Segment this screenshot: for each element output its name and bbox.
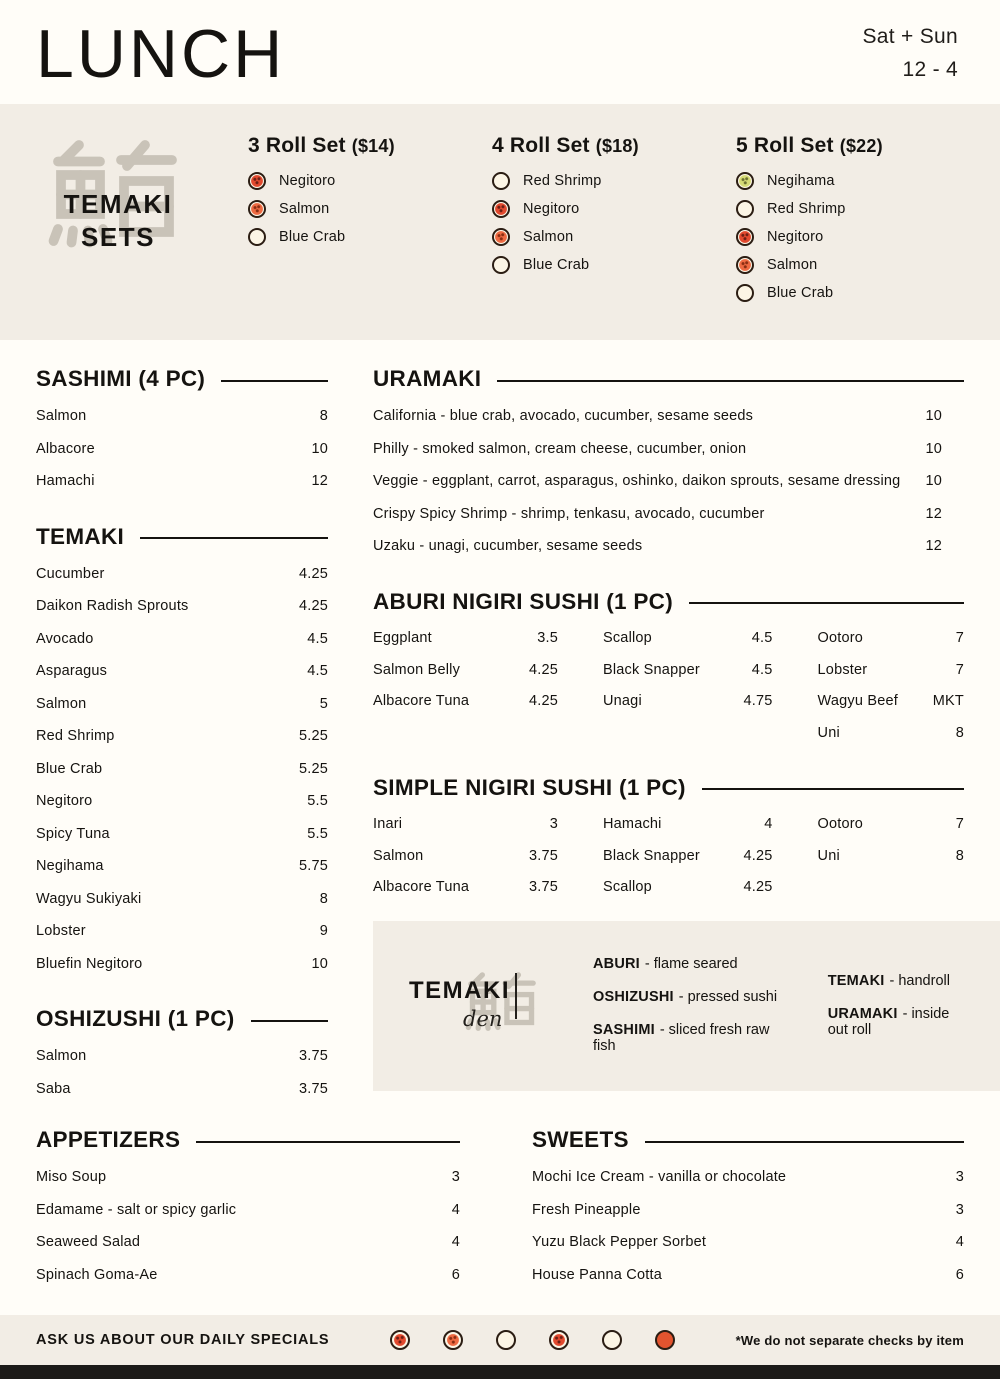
menu-item-price: 4.75 <box>743 693 773 709</box>
menu-item-price: 10 <box>311 955 328 972</box>
menu-item-price: 4 <box>955 1234 964 1250</box>
roll-set-5-title <box>736 134 960 158</box>
menu-item <box>373 530 964 563</box>
menu-item-name: Uni <box>817 724 840 741</box>
menu-item <box>373 654 558 686</box>
menu-item <box>36 818 328 851</box>
section-title-text: SASHIMI (4 PC) <box>36 366 206 391</box>
roll-set-4-price: ($18) <box>595 136 639 156</box>
glossary-entry <box>593 989 796 1005</box>
menu-item <box>36 785 328 818</box>
menu-item-name: Uni <box>817 847 840 864</box>
menu-item-price: 3.75 <box>298 1080 328 1097</box>
menu-item-name: Salmon <box>36 1048 87 1064</box>
menu-item-name: Fresh Pineapple <box>532 1201 641 1218</box>
roll-set-4-title <box>492 134 716 158</box>
section-appetizers <box>36 1105 460 1291</box>
roll-option <box>736 200 960 218</box>
sushi-roll-icon <box>736 256 754 274</box>
menu-item-price: 4.25 <box>528 693 558 709</box>
menu-item <box>373 623 558 655</box>
menu-item-price: MKT <box>932 693 964 709</box>
roll-set-5-name: 5 Roll Set <box>736 134 834 157</box>
header <box>0 0 1000 104</box>
aburi-grid <box>373 623 964 749</box>
service-time: 12 - 4 <box>902 58 958 81</box>
menu-item <box>36 688 328 721</box>
menu-item-name: Salmon <box>36 408 87 424</box>
sushi-roll-icon <box>492 228 510 246</box>
menu-item-price: 9 <box>319 923 328 939</box>
temaki-sets-band <box>0 104 1000 340</box>
temaki-sets-label <box>58 188 178 253</box>
glossary-col-2 <box>828 973 966 1038</box>
menu-item <box>36 623 328 656</box>
menu-item-name: Scallop <box>602 879 652 895</box>
menu-item-name: Bluefin Negitoro <box>36 955 143 972</box>
menu-item <box>818 686 964 718</box>
menu-item <box>36 1194 460 1227</box>
sushi-roll-icon <box>248 200 266 218</box>
menu-item-price: 4.25 <box>528 661 558 678</box>
simple-nigiri-grid <box>373 809 964 904</box>
brand-name-top: TEMAKI <box>409 977 510 1004</box>
menu-item-price: 5.5 <box>307 793 328 809</box>
menu-item <box>36 883 328 916</box>
sushi-roll-icon <box>736 284 754 302</box>
oshizushi-list <box>36 1040 328 1105</box>
glossary-term: TEMAKI <box>827 972 885 989</box>
menu-item <box>36 433 328 466</box>
sushi-roll-icon <box>443 1330 463 1350</box>
section-sashimi <box>36 366 328 498</box>
heading-rule <box>645 1141 964 1143</box>
glossary-term: SASHIMI <box>593 1022 655 1038</box>
menu-item-price: 4.5 <box>307 663 328 679</box>
roll-option-label: Negitoro <box>523 201 580 217</box>
roll-option <box>736 284 960 302</box>
section-oshizushi <box>36 1006 328 1105</box>
menu-item <box>818 717 964 749</box>
menu-item-price: 12 <box>311 473 328 489</box>
menu-item-name: Veggie - eggplant, carrot, asparagus, oshinko, daikon sprouts, sesame dressing <box>373 473 901 489</box>
menu-item-price: 10 <box>925 408 942 424</box>
roll-set-3-price: ($14) <box>351 136 395 156</box>
roll-option-label: Red Shrimp <box>523 173 602 189</box>
menu-item-name: Albacore <box>36 440 95 457</box>
menu-item-name: Spinach Goma-Ae <box>36 1266 158 1283</box>
menu-item <box>373 872 558 904</box>
roll-option <box>248 172 472 190</box>
menu-item-price: 5.25 <box>298 760 328 777</box>
menu-item <box>603 872 773 904</box>
sushi-roll-icon <box>736 200 754 218</box>
menu-item-name: Lobster <box>817 661 868 678</box>
roll-option-label: Negitoro <box>279 173 336 189</box>
menu-item <box>818 623 964 655</box>
glossary-definition: - inside out roll <box>827 1005 950 1038</box>
temaki-sets-label-line1: TEMAKI <box>63 189 173 219</box>
menu-item-price: 7 <box>955 816 964 832</box>
sushi-roll-icon <box>496 1330 516 1350</box>
roll-option <box>492 228 716 246</box>
menu-item-name: Albacore Tuna <box>373 879 470 895</box>
right-column <box>373 352 964 1105</box>
heading-rule <box>702 788 964 790</box>
menu-item <box>36 915 328 948</box>
section-title-aburi <box>373 589 964 615</box>
brand-divider <box>515 973 517 1019</box>
roll-option-label: Blue Crab <box>523 257 590 273</box>
roll-set-4-name: 4 Roll Set <box>492 134 590 157</box>
menu-item-price: 12 <box>925 538 942 554</box>
menu-item <box>36 465 328 498</box>
menu-item <box>373 840 558 872</box>
menu-item-name: Avocado <box>36 630 94 647</box>
aburi-col-3 <box>818 623 964 749</box>
menu-item-name: California - blue crab, avocado, cucumber, sesame seeds <box>373 408 754 424</box>
menu-item-name: Salmon <box>36 695 87 712</box>
menu-item-name: Ootoro <box>817 816 864 832</box>
section-title-text: URAMAKI <box>373 366 482 391</box>
menu-item-name: Spicy Tuna <box>36 825 110 842</box>
section-aburi-nigiri <box>373 589 964 749</box>
menu-item <box>603 809 773 841</box>
menu-item-price: 4.25 <box>743 879 773 895</box>
menu-item-name: Asparagus <box>36 663 108 679</box>
menu-item-name: House Panna Cotta <box>532 1266 662 1283</box>
service-days: Sat + Sun <box>862 25 958 49</box>
menu-item <box>532 1194 964 1227</box>
menu-item-price: 4 <box>451 1201 460 1218</box>
aburi-col-2 <box>603 623 773 718</box>
section-title-simple-nigiri <box>373 775 964 801</box>
menu-item-price: 4.5 <box>751 661 773 678</box>
section-title-text: TEMAKI <box>36 523 125 549</box>
roll-option <box>248 200 472 218</box>
roll-option <box>248 228 472 246</box>
section-title-text: SIMPLE NIGIRI SUSHI (1 PC) <box>373 774 686 800</box>
bottom-strip <box>0 1365 1000 1379</box>
menu-item-name: Ootoro <box>817 630 864 646</box>
roll-option <box>492 256 716 274</box>
menu-item-price: 8 <box>955 847 964 864</box>
menu-item <box>36 655 328 688</box>
menu-item <box>373 498 964 531</box>
menu-item-price: 4.25 <box>298 598 328 614</box>
menu-item <box>36 720 328 753</box>
glossary-term: ABURI <box>593 956 640 972</box>
roll-option-label: Salmon <box>279 201 330 217</box>
roll-option-label: Red Shrimp <box>767 201 846 217</box>
menu-item-price: 4.25 <box>298 565 328 582</box>
heading-rule <box>196 1141 460 1143</box>
menu-item <box>36 948 328 981</box>
menu-item-price: 7 <box>955 630 964 646</box>
menu-item-name: Wagyu Beef <box>817 693 898 709</box>
service-hours <box>862 21 958 86</box>
brand-logo <box>409 951 561 1059</box>
menu-item <box>36 1073 328 1106</box>
roll-option-label: Salmon <box>523 229 574 245</box>
menu-item-name: Hamachi <box>602 816 662 832</box>
menu-item-name: Salmon <box>373 847 424 864</box>
aburi-col-1 <box>373 623 558 718</box>
temaki-sets-label-line2: SETS <box>81 221 155 252</box>
menu-item <box>36 753 328 786</box>
menu-item-price: 5.75 <box>298 858 328 874</box>
menu-item <box>532 1259 964 1292</box>
footer-roll-icons <box>390 1330 675 1350</box>
section-title-sweets <box>532 1127 964 1153</box>
menu-item-name: Seaweed Salad <box>36 1234 141 1250</box>
menu-item <box>36 1259 460 1292</box>
sushi-roll-icon <box>602 1330 622 1350</box>
section-title-uramaki <box>373 366 964 392</box>
sushi-roll-icon <box>736 228 754 246</box>
glossary-box <box>373 921 1000 1091</box>
menu-item-name: Black Snapper <box>602 661 700 678</box>
menu-item-price: 3 <box>955 1201 964 1218</box>
menu-item-name: Albacore Tuna <box>373 693 470 709</box>
menu-item-name: Red Shrimp <box>36 728 115 744</box>
roll-set-4 <box>492 130 716 312</box>
section-title-text: OSHIZUSHI (1 PC) <box>36 1006 235 1031</box>
menu-item-price: 4 <box>764 816 773 832</box>
menu-item <box>532 1161 964 1194</box>
roll-option <box>736 256 960 274</box>
uramaki-list <box>373 400 964 563</box>
menu-item-name: Eggplant <box>373 630 432 646</box>
appetizers-list <box>36 1161 460 1291</box>
section-title-sashimi <box>36 366 328 392</box>
sushi-roll-icon <box>492 172 510 190</box>
menu-item-name: Negitoro <box>36 793 93 809</box>
roll-set-5 <box>736 130 960 312</box>
heading-rule <box>221 380 328 382</box>
menu-item-price: 8 <box>319 890 328 907</box>
left-column <box>36 352 328 1105</box>
heading-rule <box>140 537 328 539</box>
menu-item-name: Philly - smoked salmon, cream cheese, cucumber, onion <box>373 440 747 457</box>
menu-item-price: 12 <box>925 505 942 522</box>
simple-col-1 <box>373 809 558 904</box>
menu-item <box>373 809 558 841</box>
menu-item <box>532 1226 964 1259</box>
menu-item-name: Mochi Ice Cream - vanilla or chocolate <box>532 1169 787 1185</box>
menu-item <box>36 1161 460 1194</box>
glossary-definition: - flame seared <box>644 956 738 972</box>
roll-set-3 <box>248 130 472 312</box>
menu-item-price: 5.5 <box>307 825 328 842</box>
menu-item-name: Daikon Radish Sprouts <box>36 598 189 614</box>
menu-item-price: 3.75 <box>528 847 558 864</box>
menu-item <box>36 400 328 433</box>
temaki-sets-logo <box>40 130 228 312</box>
section-title-appetizers <box>36 1127 460 1153</box>
menu-item-price: 10 <box>925 440 942 457</box>
menu-item-name: Unagi <box>602 693 642 709</box>
glossary-entry <box>593 1022 796 1054</box>
roll-set-5-list <box>736 172 960 302</box>
roll-set-3-name: 3 Roll Set <box>248 134 346 157</box>
menu-item <box>36 1040 328 1073</box>
temaki-list <box>36 558 328 981</box>
sushi-roll-icon <box>492 200 510 218</box>
section-title-text: APPETIZERS <box>36 1127 181 1152</box>
glossary-definition: - handroll <box>889 972 950 989</box>
roll-option-label: Blue Crab <box>279 229 346 245</box>
sushi-roll-icon <box>248 172 266 190</box>
section-title-oshizushi <box>36 1006 328 1032</box>
menu-item-price: 3.75 <box>528 879 558 895</box>
section-temaki <box>36 524 328 981</box>
menu-body <box>0 340 1000 1105</box>
menu-item-price: 4.5 <box>751 630 773 646</box>
glossary-definition: - pressed sushi <box>678 989 778 1005</box>
menu-item-price: 10 <box>311 440 328 457</box>
menu-item-name: Saba <box>36 1080 71 1097</box>
section-uramaki <box>373 366 964 563</box>
section-title-text: SWEETS <box>532 1127 629 1152</box>
heading-rule <box>689 602 964 604</box>
heading-rule <box>497 380 964 382</box>
menu-item-price: 8 <box>955 724 964 741</box>
bottom-sections <box>0 1105 1000 1315</box>
sweets-list <box>532 1161 964 1291</box>
menu-item-name: Blue Crab <box>36 760 103 777</box>
menu-item-price: 3.5 <box>537 630 558 646</box>
glossary-term: OSHIZUSHI <box>593 989 674 1005</box>
simple-col-2 <box>603 809 773 904</box>
glossary-definition: - sliced fresh raw fish <box>593 1022 770 1054</box>
menu-item <box>373 433 964 466</box>
section-simple-nigiri <box>373 775 964 904</box>
menu-item <box>36 558 328 591</box>
menu-item-name: Crispy Spicy Shrimp - shrimp, tenkasu, avocado, cucumber <box>373 505 765 522</box>
menu-item-price: 4.5 <box>307 630 328 647</box>
heading-rule <box>251 1020 328 1022</box>
menu-item-price: 10 <box>925 473 942 489</box>
roll-option <box>492 172 716 190</box>
roll-option-label: Negitoro <box>767 229 824 245</box>
footer-bar <box>0 1315 1000 1365</box>
menu-item-price: 3.75 <box>298 1048 328 1064</box>
roll-option <box>736 228 960 246</box>
roll-set-5-price: ($22) <box>839 136 883 156</box>
menu-item-name: Lobster <box>36 923 86 939</box>
menu-item-name: Yuzu Black Pepper Sorbet <box>532 1234 707 1250</box>
glossary-entry <box>828 1006 966 1038</box>
sushi-roll-icon <box>736 172 754 190</box>
menu-item-price: 8 <box>319 408 328 424</box>
menu-item-name: Inari <box>373 816 403 832</box>
roll-set-3-list <box>248 172 472 246</box>
sushi-roll-icon <box>549 1330 569 1350</box>
checks-note: *We do not separate checks by item <box>735 1332 964 1348</box>
menu-item-name: Salmon Belly <box>373 661 461 678</box>
menu-item-price: 5 <box>319 695 328 712</box>
menu-item-price: 3 <box>549 816 558 832</box>
sushi-roll-icon <box>492 256 510 274</box>
menu-item-price: 4 <box>451 1234 460 1250</box>
menu-item-price: 6 <box>451 1266 460 1283</box>
roll-option <box>736 172 960 190</box>
roll-option <box>492 200 716 218</box>
daily-specials-text: ASK US ABOUT OUR DAILY SPECIALS <box>36 1332 330 1348</box>
menu-item <box>36 850 328 883</box>
glossary-col-1 <box>593 956 796 1054</box>
section-title-text: ABURI NIGIRI SUSHI (1 PC) <box>373 588 674 614</box>
menu-item <box>603 654 773 686</box>
brand-name-bottom: den <box>463 1007 503 1031</box>
sushi-roll-icon <box>248 228 266 246</box>
roll-option-label: Salmon <box>767 257 818 273</box>
menu-item-name: Cucumber <box>36 565 105 582</box>
menu-item <box>603 686 773 718</box>
menu-item-name: Black Snapper <box>602 847 700 864</box>
glossary-entry <box>828 973 966 989</box>
menu-item <box>36 590 328 623</box>
menu-item-price: 3 <box>451 1169 460 1185</box>
menu-item <box>373 400 964 433</box>
menu-item <box>603 623 773 655</box>
menu-item-name: Negihama <box>36 858 104 874</box>
menu-item <box>818 654 964 686</box>
menu-item-price: 4.25 <box>743 847 773 864</box>
menu-item <box>818 809 964 841</box>
menu-item-name: Wagyu Sukiyaki <box>36 890 142 907</box>
menu-item <box>36 1226 460 1259</box>
menu-item-price: 6 <box>955 1266 964 1283</box>
menu-item-price: 7 <box>955 661 964 678</box>
glossary-entry <box>593 956 796 972</box>
menu-item-name: Hamachi <box>36 473 95 489</box>
sushi-roll-icon <box>655 1330 675 1350</box>
section-title-temaki <box>36 524 328 550</box>
menu-item-price: 5.25 <box>298 728 328 744</box>
menu-item <box>818 840 964 872</box>
menu-item <box>373 686 558 718</box>
glossary-term: URAMAKI <box>827 1005 898 1022</box>
menu-item <box>603 840 773 872</box>
page-title: LUNCH <box>36 16 286 92</box>
roll-option-label: Negihama <box>767 173 835 189</box>
menu-item-price: 3 <box>955 1169 964 1185</box>
sashimi-list <box>36 400 328 498</box>
menu-item-name: Miso Soup <box>36 1169 107 1185</box>
menu-item <box>373 465 964 498</box>
menu-item-name: Edamame - salt or spicy garlic <box>36 1201 237 1218</box>
menu-item-name: Scallop <box>602 630 652 646</box>
menu-item-name: Uzaku - unagi, cucumber, sesame seeds <box>373 538 643 554</box>
roll-option-label: Blue Crab <box>767 285 834 301</box>
roll-set-3-title <box>248 134 472 158</box>
sushi-roll-icon <box>390 1330 410 1350</box>
simple-col-3 <box>818 809 964 872</box>
roll-set-4-list <box>492 172 716 274</box>
section-sweets <box>532 1105 964 1291</box>
